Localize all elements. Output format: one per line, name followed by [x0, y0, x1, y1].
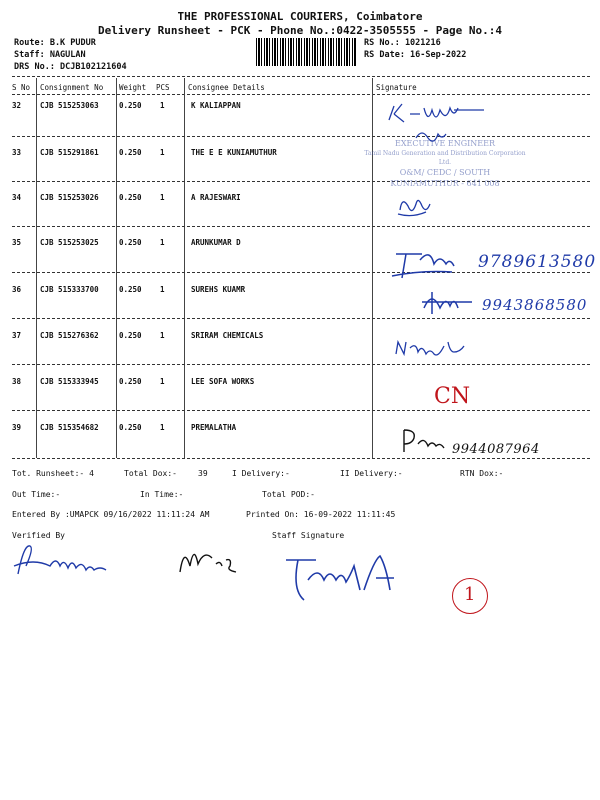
divider — [12, 458, 590, 459]
handwritten-phone-2: 9943868580 — [482, 296, 588, 314]
column-line — [36, 78, 37, 458]
row-consignment: CJB 515354682 — [40, 423, 99, 432]
runsheet-title: Delivery Runsheet - PCK - Phone No.:0422-3505555 - Page No.:4 — [98, 24, 502, 37]
staff-label: Staff: NAGULAN — [14, 50, 86, 60]
row-pcs: 1 — [160, 148, 165, 157]
manager-signature — [176, 540, 256, 584]
row-sno: 32 — [12, 101, 22, 110]
col-pcs: PCS — [156, 83, 170, 92]
row-pcs: 1 — [160, 285, 165, 294]
row-consignment: CJB 515333945 — [40, 377, 99, 386]
col-consignment: Consignment No — [40, 83, 104, 92]
staff-signature-label: Staff Signature — [272, 531, 345, 540]
total-runsheet: Tot. Runsheet:- 4 — [12, 469, 94, 478]
row-consignee: ARUNKUMAR D — [191, 238, 241, 247]
column-line — [184, 78, 185, 458]
divider — [12, 226, 590, 227]
out-time: Out Time:- — [12, 490, 61, 499]
handwritten-phone-3: 9944087964 — [452, 442, 540, 457]
divider — [12, 318, 590, 319]
row-pcs: 1 — [160, 238, 165, 247]
rs-number: RS No.: 1021216 — [364, 38, 441, 48]
in-time: In Time:- — [140, 490, 184, 499]
row-weight: 0.250 — [119, 193, 142, 202]
row-sno: 34 — [12, 193, 22, 202]
route-label: Route: B.K PUDUR — [14, 38, 96, 48]
staff-signature — [278, 540, 408, 614]
row-consignee: THE E E KUNIAMUTHUR — [191, 148, 277, 157]
row-consignee: K KALIAPPAN — [191, 101, 241, 110]
row-consignment: CJB 515253025 — [40, 238, 99, 247]
col-weight: Weight — [119, 83, 147, 92]
entered-by: Entered By :UMAPCK 09/16/2022 11:11:24 AM — [12, 510, 210, 519]
row-weight: 0.250 — [119, 285, 142, 294]
divider — [12, 76, 590, 77]
col-signature: Signature — [376, 83, 417, 92]
row-weight: 0.250 — [119, 331, 142, 340]
row-weight: 0.250 — [119, 377, 142, 386]
col-consignee: Consignee Details — [188, 83, 265, 92]
row-consignment: CJB 515253026 — [40, 193, 99, 202]
signature-row-39 — [398, 426, 458, 460]
office-stamp: EXECUTIVE ENGINEER Tamil Nadu Generation and Distribution Corporation Ltd. O&M/ CEDC / SOUTH KUNIAMUTHUR - 641 008 — [364, 139, 526, 188]
row-consignee: SUREHS KUAMR — [191, 285, 246, 294]
row-consignment: CJB 515291861 — [40, 148, 99, 157]
divider — [12, 94, 590, 95]
row-weight: 0.250 — [119, 423, 142, 432]
printed-on: Printed On: 16-09-2022 11:11:45 — [246, 510, 396, 519]
signature-row-37 — [392, 336, 482, 364]
row-consignee: SRIRAM CHEMICALS — [191, 331, 264, 340]
rs-date: RS Date: 16-Sep-2022 — [364, 50, 467, 60]
divider — [12, 136, 590, 137]
divider — [12, 410, 590, 411]
row-consignment: CJB 515333700 — [40, 285, 99, 294]
column-line — [116, 78, 117, 458]
row-sno: 37 — [12, 331, 22, 340]
row-consignee: PREMALATHA — [191, 423, 237, 432]
barcode-image — [256, 38, 356, 66]
row-pcs: 1 — [160, 331, 165, 340]
row-sno: 38 — [12, 377, 22, 386]
divider — [12, 364, 590, 365]
row-sno: 35 — [12, 238, 22, 247]
signature-row-33 — [412, 126, 452, 150]
signature-row-34 — [394, 190, 434, 224]
rtn-dox: RTN Dox:- — [460, 469, 504, 478]
row-weight: 0.250 — [119, 238, 142, 247]
column-line — [372, 78, 373, 458]
row-sno: 36 — [12, 285, 22, 294]
handwritten-phone-1: 9789613580 — [478, 252, 597, 272]
row-weight: 0.250 — [119, 148, 142, 157]
row-pcs: 1 — [160, 377, 165, 386]
circled-number: 1 — [464, 584, 476, 605]
row-pcs: 1 — [160, 193, 165, 202]
total-dox-value: 39 — [198, 469, 208, 478]
row-consignment: CJB 515276362 — [40, 331, 99, 340]
ii-delivery: II Delivery:- — [340, 469, 403, 478]
drs-number: DRS No.: DCJB102121604 — [14, 62, 127, 72]
verifier-signature — [10, 540, 120, 584]
col-sno: S No — [12, 83, 31, 92]
total-dox-label: Total Dox:- — [124, 469, 177, 478]
row-weight: 0.250 — [119, 101, 142, 110]
verified-by-label: Verified By — [12, 531, 65, 540]
row-consignee: A RAJESWARI — [191, 193, 241, 202]
row-consignment: CJB 515253063 — [40, 101, 99, 110]
row-sno: 33 — [12, 148, 22, 157]
i-delivery: I Delivery:- — [232, 469, 290, 478]
row-pcs: 1 — [160, 423, 165, 432]
total-pod: Total POD:- — [262, 490, 315, 499]
company-title: THE PROFESSIONAL COURIERS, Coimbatore — [177, 10, 423, 23]
row-pcs: 1 — [160, 101, 165, 110]
handwritten-mark: CN — [434, 384, 471, 409]
row-sno: 39 — [12, 423, 22, 432]
row-consignee: LEE SOFA WORKS — [191, 377, 255, 386]
